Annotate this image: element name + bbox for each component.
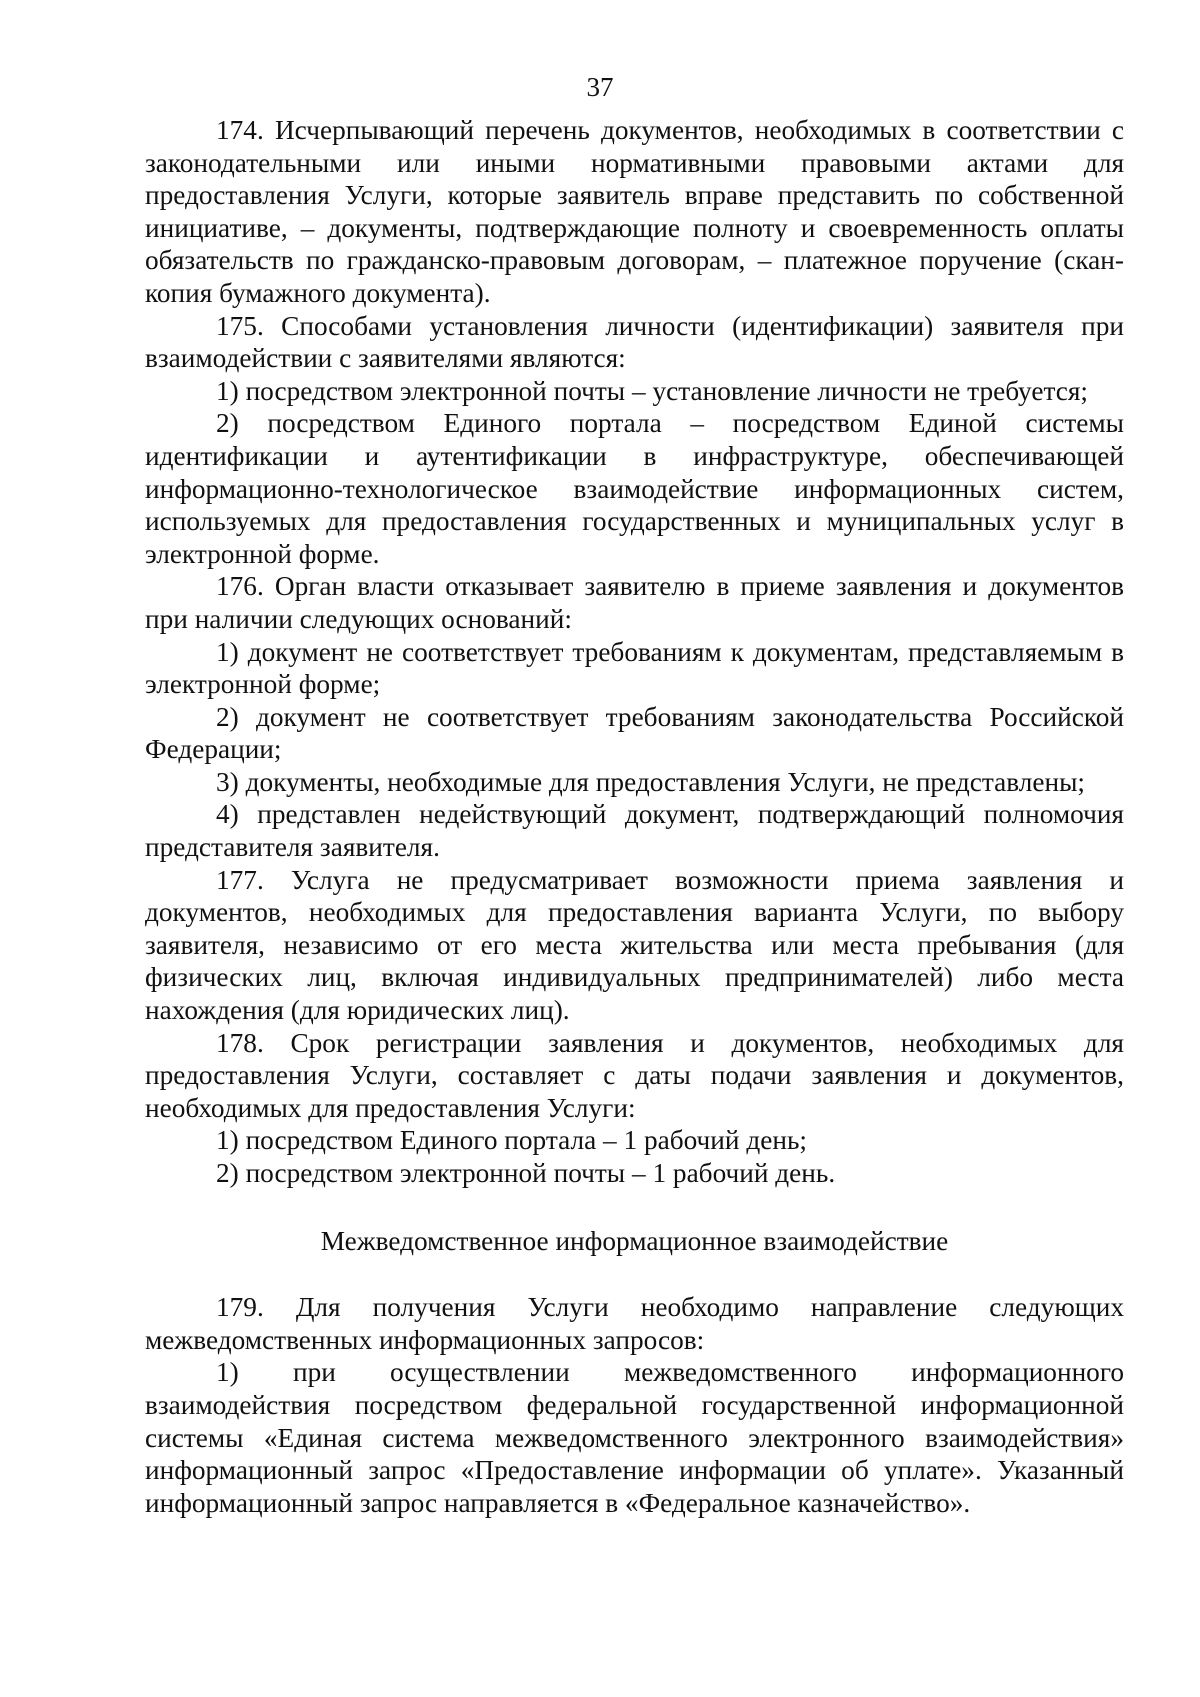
paragraph-176-item-2: 2) документ не соответствует требованиям законодательства Российской Федерации;: [145, 701, 1124, 765]
paragraph-177: 177. Услуга не предусматривает возможности приема заявления и документов, необходимых для предоставления варианта Услуги, по выбору заявителя, независимо от его места жительства или места пребывания (для физических лиц, включая индивидуальных предпринимателей) либо места нахождения (для юридических лиц).: [145, 864, 1124, 1026]
paragraph-175: 175. Способами установления личности (идентификации) заявителя при взаимодействии с заявителями являются:: [145, 310, 1124, 374]
paragraph-179: 179. Для получения Услуги необходимо направление следующих межведомственных информационных запросов:: [145, 1292, 1124, 1355]
paragraph-178-item-1: 1) посредством Единого портала – 1 рабочий день;: [216, 1125, 807, 1156]
page-number: 37: [586, 72, 614, 102]
paragraph-178-item-2: 2) посредством электронной почты – 1 рабочий день.: [216, 1158, 836, 1188]
paragraph-179-item-1: 1) при осуществлении межведомственного информационного взаимодействия посредством федеральной государственной информационной системы «Единая система межведомственного электронного взаимодействия» информационный запрос «Предоставление информации об уплате». Указанный информационный запрос направляется в «Федеральное казначейство».: [145, 1357, 1124, 1518]
paragraph-176: 176. Орган власти отказывает заявителю в приеме заявления и документов при наличии следующих оснований:: [145, 571, 1124, 634]
paragraph-176-item-1: 1) документ не соответствует требованиям к документам, представляемым в электронной форме;: [145, 636, 1124, 700]
section-heading: Межведомственное информационное взаимодействие: [320, 1225, 949, 1256]
paragraph-178: 178. Срок регистрации заявления и документов, необходимых для предоставления Услуги, составляет с даты подачи заявления и документов, необходимых для предоставления Услуги:: [145, 1027, 1124, 1123]
paragraph-176-item-3: 3) документы, необходимые для предоставления Услуги, не представлены;: [216, 766, 1086, 797]
paragraph-174: 174. Исчерпывающий перечень документов, необходимых в соответствии с законодательными или иными нормативными правовыми актами для предоставления Услуги, которые заявитель вправе представить по собственной инициативе, – документы, подтверждающие полноту и своевременность оплаты обязательств по гражданско-правовым договорам, – платежное поручение (скан-копия бумажного документа).: [145, 115, 1124, 308]
paragraph-175-item-1: 1) посредством электронной почты – установление личности не требуется;: [216, 375, 1088, 406]
document-body: [145, 114, 1124, 1519]
paragraph-175-item-2: 2) посредством Единого портала – посредством Единой системы идентификации и аутентификации в инфраструктуре, обеспечивающей информационно-технологическое взаимодействие информационных систем, используемых для предоставления государственных и муниципальных услуг в электронной форме.: [145, 408, 1124, 569]
paragraph-176-item-4: 4) представлен недействующий документ, подтверждающий полномочия представителя заявителя.: [145, 799, 1124, 863]
